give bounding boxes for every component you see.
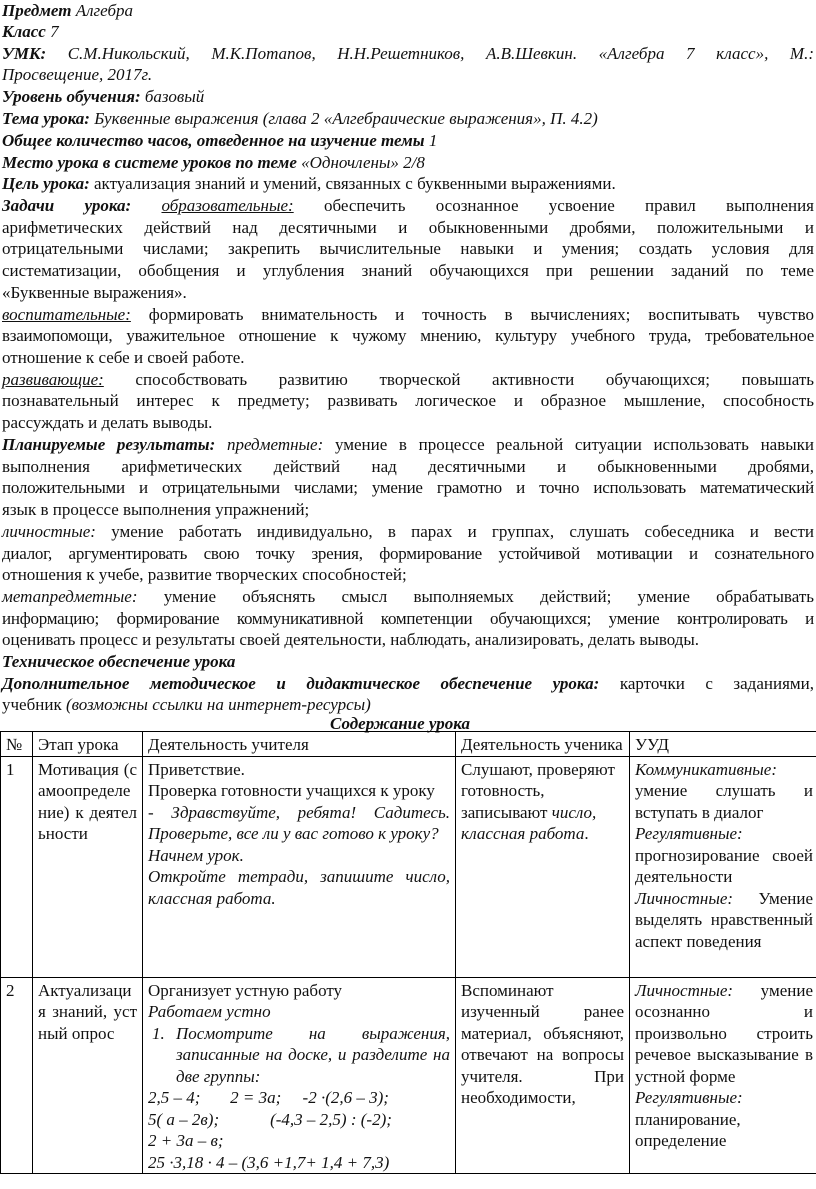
tasks-line-4: систематизации, обобщения и углубления знаний обучающихся при решении заданий по теме (2, 261, 814, 280)
header-number: № (1, 732, 33, 757)
extra-support-line-2: учебник (возможны ссылки на интернет-ресурсы) (2, 695, 371, 714)
table-header-row (1, 732, 816, 757)
tech-support-heading: Техническое обеспечение урока (2, 652, 236, 671)
results-line-3: положительными и отрицательными числами; умение грамотно и точно использовать математический (2, 478, 814, 497)
tasks-line-5: «Буквенные выражения». (2, 283, 187, 302)
umk-line-2: Просвещение, 2017г. (2, 65, 153, 84)
lich-line-2: диалог, аргументировать свою точку зрения, формирование устойчивой мотивации и сознательного (2, 544, 814, 563)
row-uud: Личностные: умение осознанно и произвольно строить речевое высказывание в устной форме Регулятивные: планирование, определение (630, 977, 816, 1174)
row-teacher-activity: Приветствие. Проверка готовности учащихся к уроку - Здравствуйте, ребята! Садитесь. Проверьте, все ли у вас готово к уроку? Начнем урок. Откройте тетради, запишите число, классная работа. (143, 756, 456, 977)
hours-line: Общее количество часов, отведенное на изучение темы 1 (2, 131, 438, 150)
header-stage: Этап урока (33, 732, 143, 757)
expression-line: 25 ·3,18 · 4 – (3,6 +1,7+ 1,4 + 7,3) (148, 1152, 390, 1172)
row-student-activity: Слушают, проверяют готовность, записывают число, классная работа. (456, 756, 630, 977)
meta-line-1: метапредметные: умение объяснять смысл выполняемых действий; умение обрабатывать (2, 587, 814, 606)
razv-line-2: познавательный интерес к предмету; развивать логическое и образное мышление, способность (2, 391, 814, 410)
lesson-content-table (0, 731, 816, 1174)
class-line: Класс 7 (2, 22, 59, 41)
lich-line-1: личностные: умение работать индивидуально, в парах и группах, слушать собеседника и вести (2, 522, 815, 541)
vosp-line-2: взаимопомощи, уважительное отношение к чужому мнению, культуру учебного труда, требовательное (2, 326, 814, 345)
place-line: Место урока в системе уроков по теме «Одночлены» 2/8 (2, 153, 425, 172)
expression-line: 2 + 3а – в; (148, 1131, 224, 1150)
lich-line-3: отношения к учебе, развитие творческих способностей; (2, 565, 407, 584)
results-line-1: Планируемые результаты: предметные: умение в процессе реальной ситуации использовать навыки (2, 435, 815, 454)
expression-line: 5( а – 2в); (-4,3 – 2,5) : (-2); (148, 1109, 392, 1129)
row-number: 1 (1, 756, 33, 977)
subject-line: Предмет Алгебра (2, 1, 134, 20)
extra-support-line: Дополнительное методическое и дидактическое обеспечение урока: карточки с заданиями, (2, 674, 814, 693)
razv-line-3: рассуждать и делать выводы. (2, 413, 213, 432)
goal-line: Цель урока: актуализация знаний и умений, связанных с буквенными выражениями. (2, 174, 616, 193)
razv-line-1: развивающие: способствовать развитию творческой активности обучающихся; повышать (2, 370, 815, 389)
tasks-line-2: арифметических действий над десятичными и обыкновенными дробями, положительными и (2, 218, 814, 237)
content-title: Содержание урока (330, 714, 470, 733)
header-teacher: Деятельность учителя (143, 732, 456, 757)
row-student-activity: Вспоминают изученный ранее материал, объясняют, отвечают на вопросы учителя. При необходимости, (456, 977, 630, 1174)
row-uud: Коммуникативные: умение слушать и вступать в диалог Регулятивные: прогнозирование своей деятельности Личностные: Умение выделять нравственный аспект поведения (630, 756, 816, 977)
results-line-2: выполнения арифметических действий над десятичными и обыкновенными дробями, (2, 457, 814, 476)
header-uud: УУД (630, 732, 816, 757)
level-line: Уровень обучения: базовый (2, 87, 205, 106)
topic-line: Тема урока: Буквенные выражения (глава 2 «Алгебраические выражения», П. 4.2) (2, 109, 598, 128)
oral-task-item: 1. Посмотрите на выражения, записанные на доске, и разделите на две группы: (152, 1023, 450, 1086)
header-student: Деятельность ученика (456, 732, 630, 757)
meta-line-3: оценивать процесс и результаты своей деятельности, наблюдать, анализировать, делать выводы. (2, 630, 700, 649)
table-row (1, 756, 816, 977)
tasks-line-3: отрицательными числами; закрепить вычислительные навыки и умения; создать условия для (2, 239, 814, 258)
row-number: 2 (1, 977, 33, 1174)
row-stage: Актуализация знаний, устный опрос (33, 977, 143, 1174)
table-row (1, 977, 816, 1174)
umk-line: УМК: С.М.Никольский, М.К.Потапов, Н.Н.Решетников, А.В.Шевкин. «Алгебра 7 класс», М.: (2, 44, 815, 63)
meta-line-2: информацию; формирование коммуникативной компетенции обучающихся; умение контролировать и (2, 609, 814, 628)
row-stage: Мотивация (самоопределение) к деятельности (33, 756, 143, 977)
vosp-line-3: отношение к себе и своей работе. (2, 348, 245, 367)
vosp-line-1: воспитательные: формировать внимательность и точность в вычислениях; воспитывать чувство (2, 305, 814, 324)
row-teacher-activity: Организует устную работу Работаем устно 1. Посмотрите на выражения, записанные на доске, и разделите на две группы: 2,5 – 4; 2 = 3а; -2 ·(2,6 – 3); 5( а – 2в); (-4,3 – 2,5) : (-2); 2 + 3а – в; 25 ·3,18 · 4 – (3,6 +1,7+ 1,4 + 7,3) (143, 977, 456, 1174)
tasks-line-1: Задачи урока: образовательные: обеспечить осознанное усвоение правил выполнения (2, 196, 815, 215)
results-line-4: язык в процессе выполнения упражнений; (2, 500, 310, 519)
expression-line: 2,5 – 4; 2 = 3а; -2 ·(2,6 – 3); (148, 1088, 389, 1107)
